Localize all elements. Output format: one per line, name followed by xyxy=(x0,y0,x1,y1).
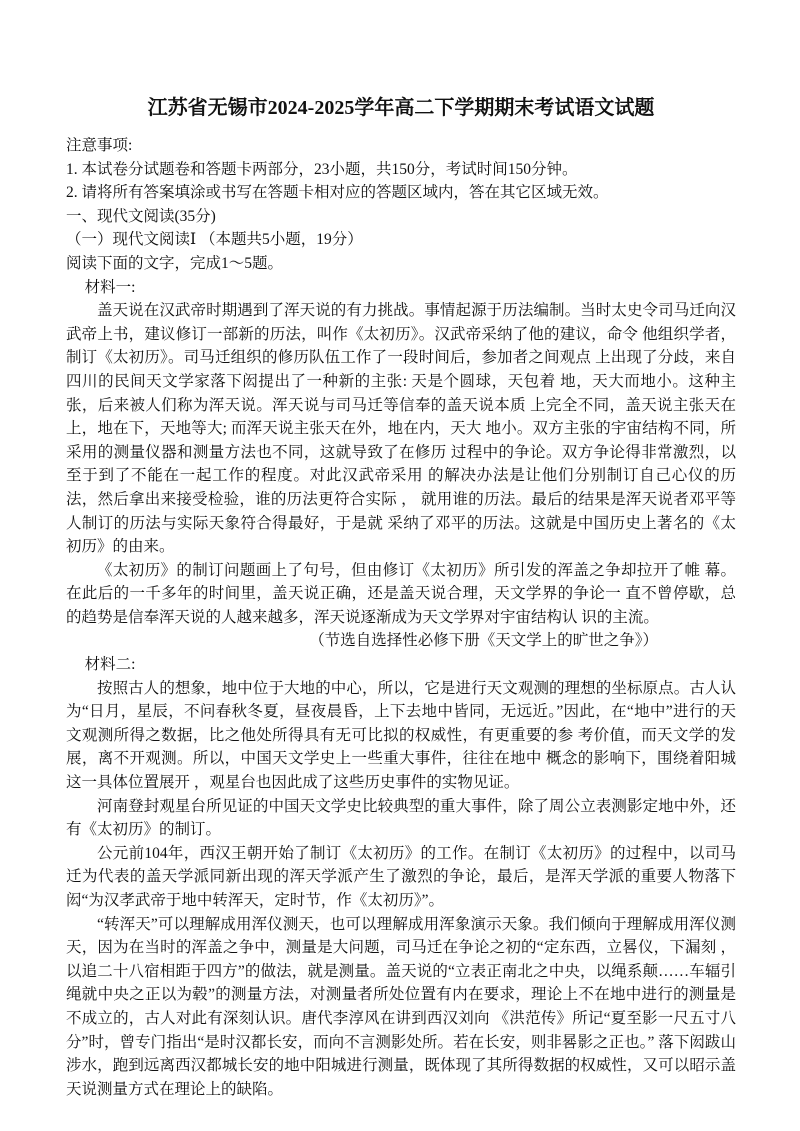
material1-label: 材料一: xyxy=(84,278,136,296)
material1-paragraph-2: 《太初历》的制订问题画上了句号，但由修订《太初历》所引发的浑盖之争却拉开了帷 幕。在此后的一千多年的时间里，盖天说正确，还是盖天说合理，天文学界的争论一 直不曾停歇，总的趋势是信奉浑天说的人越来越多，浑天说逐渐成为天文学界对宇宙结构认 识的主流。 xyxy=(66,561,736,626)
notice-item-1: 1. 本试卷分试题卷和答题卡两部分，23小题，共150分，考试时间150分钟。 xyxy=(66,160,578,178)
notice-item-2: 2. 请将所有答案填涂或书写在答题卡相对应的答题区域内，答在其它区域无效。 xyxy=(66,184,609,202)
subsection-heading: （一）现代文阅读Ⅰ （本题共5小题，19分） xyxy=(66,231,363,249)
material1-source: （节选自选择性必修下册《天文学上的旷世之争》） xyxy=(309,632,658,650)
material2-paragraph-1: 按照古人的想象，地中位于大地的中心，所以，它是进行天文观测的理想的坐标原点。古人认为“日月，星辰，不问春秋冬夏，昼夜晨昏，上下去地中皆同，无远近。”因此，在“地中”进行的天文观测所得之数据，比之他处所得具有无可比拟的权威性，有更重要的参 考价值，而天文学的发展，离不开观测。所以，中国天文学史上一些重大事件，往往在地中 概念的影响下，围绕着阳城这一具体位置展开 ，观星台也因此成了这些历史事件的实物见证。 xyxy=(66,679,736,792)
section-heading: 一、现代文阅读(35分) xyxy=(66,207,216,225)
material2-paragraph-3: 公元前104年，西汉王朝开始了制订《太初历》的工作。在制订《太初历》的过程中，以司马迁为代表的盖天学派同新出现的浑天学派产生了激烈的争论，最后，是浑天学派的重要人物落下闳“为汉孝武帝于地中转浑天，定时节，作《太初历》”。 xyxy=(66,844,736,909)
material2-label: 材料二: xyxy=(84,656,136,674)
material2-paragraph-2: 河南登封观星台所见证的中国天文学史比较典型的重大事件，除了周公立表测影定地中外，还有《太初历》的制订。 xyxy=(66,797,736,839)
material1-paragraph-1: 盖天说在汉武帝时期遇到了浑天说的有力挑战。事情起源于历法编制。当时太史令司马迁向汉武帝上书，建议修订一部新的历法，叫作《太初历》。汉武帝采纳了他的建议，命令 他组织学者，制订《太初历》。司马迁组织的修历队伍工作了一段时间后，参加者之间观点 上出现了分歧，来自四川的民间天文学家落下闳提出了一种新的主张: 天是个圆球，天包着 地，天大而地小。这种主张，后来被人们称为浑天说。浑天说与司马迁等信奉的盖天说本质 上完全不同，盖天说主张天在上，地在下，天地等大; 而浑天说主张天在外，地在内，天大 地小。双方主张的宇宙结构不同，所采用的测量仪器和测量方法也不同，这就导致了在修历 过程中的争论。双方争论得非常激烈，以至于到了不能在一起工作的程度。对此汉武帝采用 的解决办法是让他们分别制订自己心仪的历法，然后拿出来接受检验，谁的历法更符合实际 ， 就用谁的历法。最后的结果是浑天说者邓平等人制订的历法与实际天象符合得最好，于是就 采纳了邓平的历法。这就是中国历史上著名的《太初历》的由来。 xyxy=(66,302,736,556)
material2-paragraph-4: “转浑天”可以理解成用浑仪测天，也可以理解成用浑象演示天象。我们倾向于理解成用浑仪测天，因为在当时的浑盖之争中，测量是大问题，司马迁在争论之初的“定东西，立晷仪，下漏刻 ，以追二十八宿相距于四方”的做法，就是测量。盖天说的“立表正南北之中央，以绳系颠……车辐引绳就中央之正以为毂”的测量方法，对测量者所处位置有内在要求，理论上不在地中进行的测量是不成立的，古人对此有深刻认识。唐代李淳风在讲到西汉刘向 《洪范传》所记“夏至影一尺五寸八分”时，曾专门指出“是时汉都长安，而向不言测影处所。若在长安，则非晷影之正也。” 落下闳跋山涉水，跑到远离西汉都城长安的地中阳城进行测量，既体现了其所得数据的权威性，又可以昭示盖天说测量方式在理论上的缺陷。 xyxy=(66,915,736,1098)
reading-instruction: 阅读下面的文字，完成1～5题。 xyxy=(66,254,284,272)
notice-heading: 注意事项: xyxy=(66,137,133,154)
document-title: 江苏省无锡市2024-2025学年高二下学期期末考试语文试题 xyxy=(147,97,655,119)
